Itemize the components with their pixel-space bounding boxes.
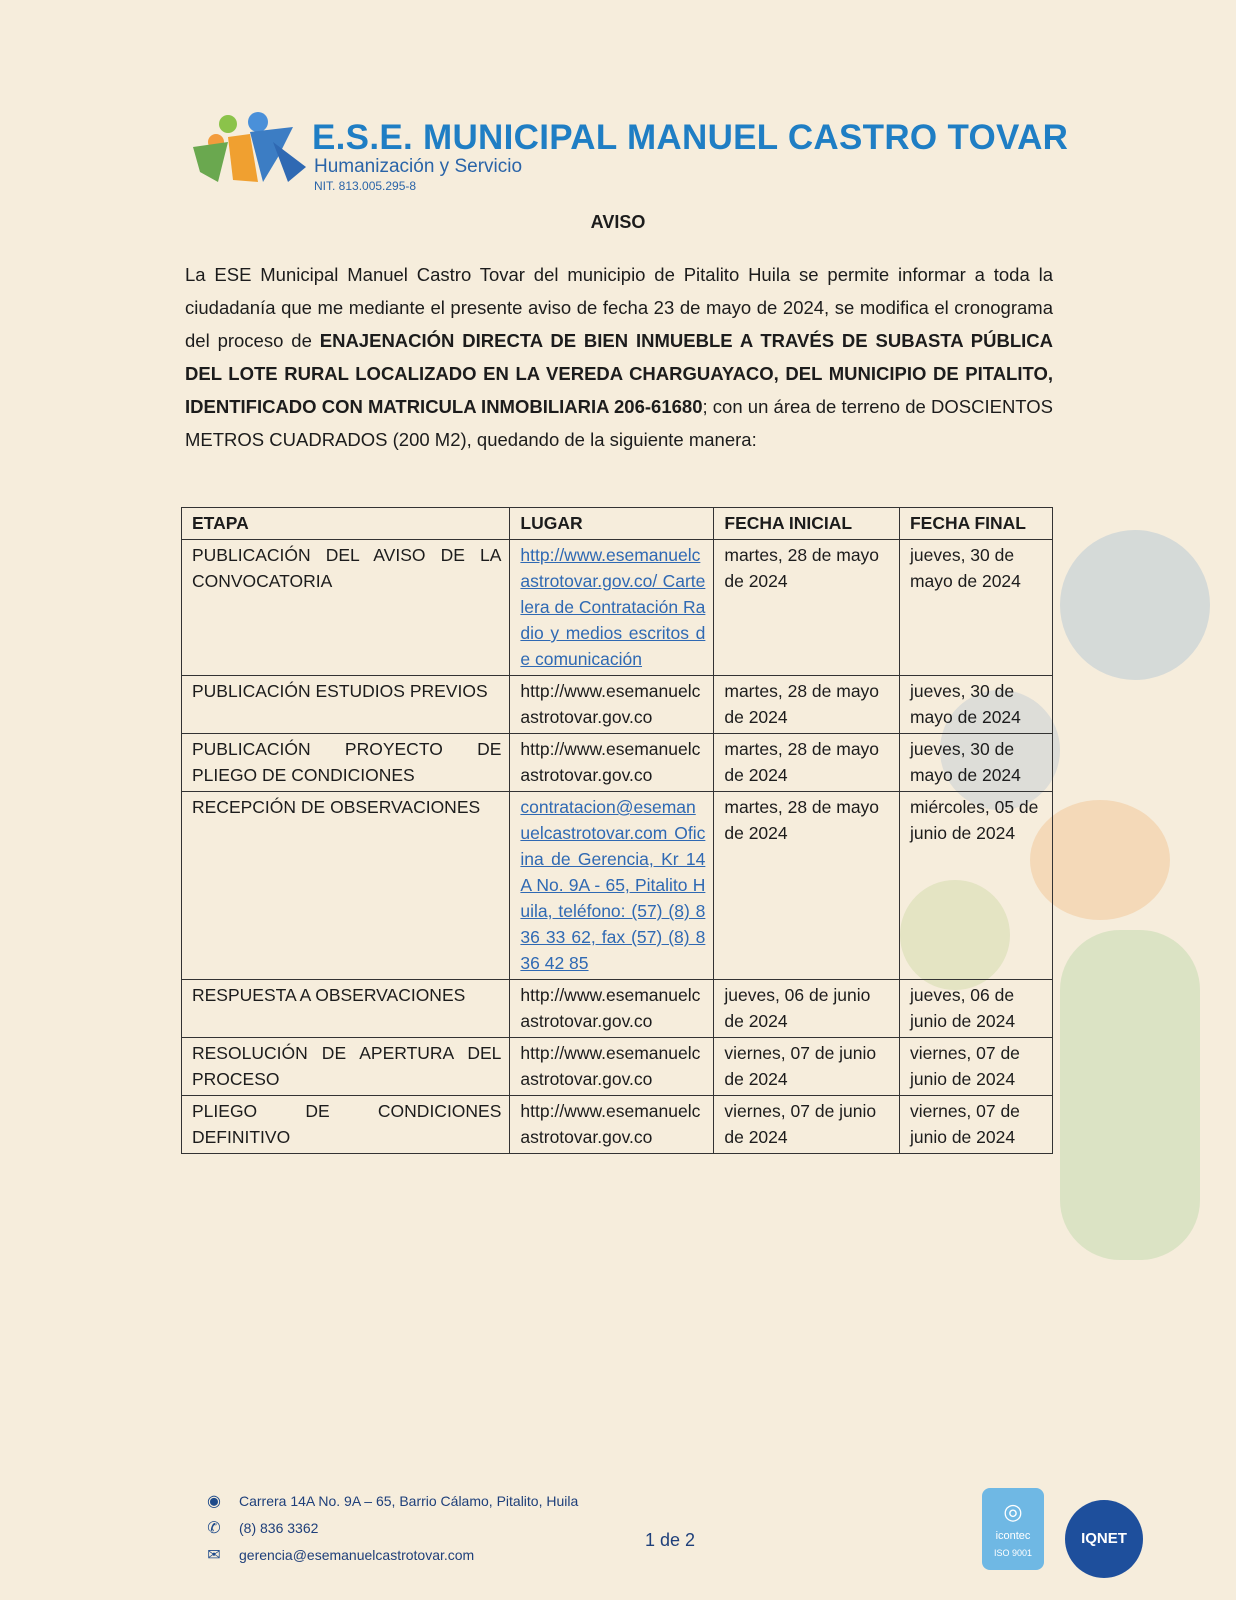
document-title: AVISO bbox=[590, 212, 646, 232]
fecha-inicial-cell: martes, 28 de mayo de 2024 bbox=[714, 540, 900, 676]
lugar-text: http://www.esemanuelcastrotovar.gov.co bbox=[520, 681, 701, 727]
etapa-cell: PLIEGO DE CONDICIONES DEFINITIVO bbox=[182, 1096, 510, 1154]
table-row bbox=[182, 676, 1053, 734]
certification-icon: ◎ bbox=[1003, 1499, 1023, 1524]
fecha-final-cell: viernes, 07 de junio de 2024 bbox=[899, 1096, 1052, 1154]
etapa-cell: RESOLUCIÓN DE APERTURA DEL PROCESO bbox=[182, 1038, 510, 1096]
etapa-cell: PUBLICACIÓN ESTUDIOS PREVIOS bbox=[182, 676, 510, 734]
iqnet-label: IQNET bbox=[1081, 1530, 1127, 1547]
footer-phone: (8) 836 3362 bbox=[239, 1519, 319, 1536]
table-row bbox=[182, 1096, 1053, 1154]
lugar-text: http://www.esemanuelcastrotovar.gov.co bbox=[520, 1101, 701, 1147]
column-header-lugar: LUGAR bbox=[510, 508, 714, 540]
page-number: 1 de 2 bbox=[645, 1530, 696, 1550]
organization-logo bbox=[188, 112, 306, 192]
organization-tagline: Humanización y Servicio bbox=[314, 156, 523, 177]
lugar-cell bbox=[510, 676, 714, 734]
footer-email[interactable]: gerencia@esemanuelcastrotovar.com bbox=[239, 1546, 475, 1563]
lugar-cell bbox=[510, 792, 714, 980]
fecha-inicial-cell: viernes, 07 de junio de 2024 bbox=[714, 1096, 900, 1154]
lugar-link[interactable]: contratacion@esemanuelcastrotovar.com Oficina de Gerencia, Kr 14A No. 9A - 65, Pitalito Huila, teléfono: (57) (8) 836 33 62, fax (57) (8) 836 42 85 bbox=[520, 797, 706, 973]
fecha-final-cell: jueves, 30 de mayo de 2024 bbox=[899, 676, 1052, 734]
fecha-inicial-cell: viernes, 07 de junio de 2024 bbox=[714, 1038, 900, 1096]
fecha-inicial-cell: jueves, 06 de junio de 2024 bbox=[714, 980, 900, 1038]
watermark-shape bbox=[1060, 530, 1210, 680]
paragraph-bold-text: ENAJENACIÓN DIRECTA DE BIEN INMUEBLE A TRAVÉS DE SUBASTA PÚBLICA DEL LOTE RURAL LOCALIZADO EN LA VEREDA CHARGUAYACO, DEL MUNICIPIO DE PITALITO, IDENTIFICADO CON MATRICULA INMOBILIARIA 206-61680 bbox=[185, 330, 1053, 417]
letterhead bbox=[188, 112, 1069, 202]
fecha-inicial-cell: martes, 28 de mayo de 2024 bbox=[714, 676, 900, 734]
organization-name: E.S.E. MUNICIPAL MANUEL CASTRO TOVAR bbox=[312, 118, 1069, 157]
location-pin-icon: ◉ bbox=[207, 1492, 221, 1510]
lugar-text: http://www.esemanuelcastrotovar.gov.co bbox=[520, 739, 701, 785]
lugar-cell bbox=[510, 1038, 714, 1096]
paragraph-text: La ESE Municipal Manuel Castro Tovar del municipio de Pitalito Huila se permite informar a toda la ciudadanía que me mediante el presente aviso de fecha 23 de mayo de 2024, se modifica el cronograma del proceso de bbox=[185, 264, 1053, 351]
table-row bbox=[182, 540, 1053, 676]
column-header-fecha-inicial: FECHA INICIAL bbox=[714, 508, 900, 540]
icontec-certification-badge bbox=[982, 1488, 1044, 1570]
lugar-text: http://www.esemanuelcastrotovar.gov.co bbox=[520, 1043, 701, 1089]
footer-address: Carrera 14A No. 9A – 65, Barrio Cálamo, Pitalito, Huila bbox=[239, 1492, 579, 1509]
fecha-final-cell: jueves, 06 de junio de 2024 bbox=[899, 980, 1052, 1038]
schedule-table bbox=[181, 507, 1053, 1154]
table-row bbox=[182, 980, 1053, 1038]
iso-label: ISO 9001 bbox=[993, 1548, 1033, 1558]
email-icon: ✉ bbox=[207, 1546, 221, 1564]
table-row bbox=[182, 792, 1053, 980]
table-row bbox=[182, 1038, 1053, 1096]
table-row bbox=[182, 734, 1053, 792]
lugar-cell bbox=[510, 1096, 714, 1154]
organization-nit: NIT. 813.005.295-8 bbox=[314, 179, 417, 193]
watermark-shape bbox=[1060, 930, 1200, 1260]
etapa-cell: RESPUESTA A OBSERVACIONES bbox=[182, 980, 510, 1038]
fecha-final-cell: viernes, 07 de junio de 2024 bbox=[899, 1038, 1052, 1096]
etapa-cell: PUBLICACIÓN DEL AVISO DE LA CONVOCATORIA bbox=[182, 540, 510, 676]
etapa-cell: PUBLICACIÓN PROYECTO DE PLIEGO DE CONDICIONES bbox=[182, 734, 510, 792]
fecha-final-cell: miércoles, 05 de junio de 2024 bbox=[899, 792, 1052, 980]
phone-icon: ✆ bbox=[207, 1519, 221, 1537]
lugar-cell bbox=[510, 540, 714, 676]
lugar-cell bbox=[510, 734, 714, 792]
fecha-final-cell: jueves, 30 de mayo de 2024 bbox=[899, 734, 1052, 792]
footer-contact bbox=[205, 1487, 578, 1568]
fecha-inicial-cell: martes, 28 de mayo de 2024 bbox=[714, 734, 900, 792]
etapa-cell: RECEPCIÓN DE OBSERVACIONES bbox=[182, 792, 510, 980]
column-header-etapa: ETAPA bbox=[182, 508, 510, 540]
icontec-label: icontec bbox=[995, 1530, 1031, 1542]
notice-paragraph bbox=[185, 258, 1053, 456]
fecha-final-cell: jueves, 30 de mayo de 2024 bbox=[899, 540, 1052, 676]
iqnet-certification-badge bbox=[1065, 1500, 1143, 1578]
column-header-fecha-final: FECHA FINAL bbox=[899, 508, 1052, 540]
fecha-inicial-cell: martes, 28 de mayo de 2024 bbox=[714, 792, 900, 980]
lugar-link[interactable]: http://www.esemanuelcastrotovar.gov.co/ Cartelera de Contratación Radio y medios escritos de comunicación bbox=[520, 545, 706, 669]
paragraph-text: ; con un área de terreno de DOSCIENTOS METROS CUADRADOS (200 M2), quedando de la siguiente manera: bbox=[185, 396, 1054, 450]
lugar-text: http://www.esemanuelcastrotovar.gov.co bbox=[520, 985, 701, 1031]
lugar-cell bbox=[510, 980, 714, 1038]
table-header-row bbox=[182, 508, 1053, 540]
